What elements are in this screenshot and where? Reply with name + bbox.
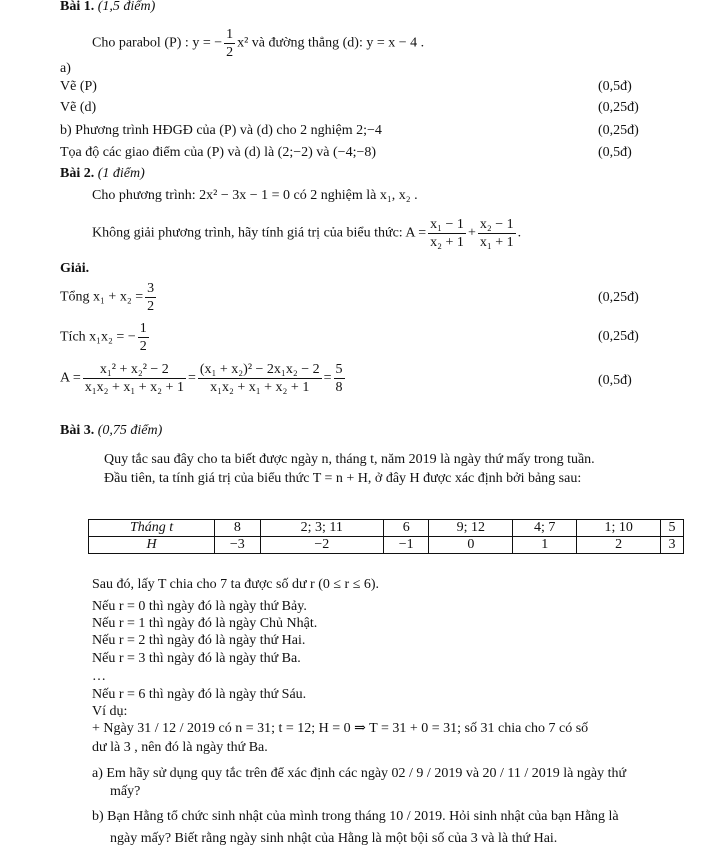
bai3-vidu: Ví dụ:: [92, 704, 128, 719]
bai2-a-score: (0,5đ): [598, 373, 632, 388]
bai2-tong-den: 2: [147, 299, 155, 314]
bai1-ve-d-score: (0,25đ): [598, 100, 639, 115]
h-table-h-cell: 1: [513, 537, 577, 554]
bai2-a-den1: x₁x₂ + x₁ + x₂ + 1: [84, 380, 184, 395]
bai3-ellipsis: …: [92, 669, 106, 684]
h-table-month-cell: 4; 7: [513, 520, 577, 537]
bai2-a-num2: (x₁ + x₂)² − 2x₁x₂ − 2: [199, 362, 320, 377]
bai1-part-b: b) Phương trình HĐGĐ của (P) và (d) cho 2 nghiệm 2;−4: [60, 123, 382, 138]
bai3-points: (0,75 điểm): [97, 423, 163, 438]
bai1-ve-d: Vẽ (d): [60, 100, 97, 115]
bai2-a-den3: 8: [335, 380, 343, 395]
bai2-a-num3: 5: [335, 362, 343, 377]
bai3-example-line1: + Ngày 31 / 12 / 2019 có n = 31; t = 12; H = 0 ⇒ T = 31 + 0 = 31; số 31 chia cho 7 có số: [92, 721, 589, 736]
bai2-tich-score: (0,25đ): [598, 329, 639, 344]
bai2-question-prefix: Không giải phương trình, hãy tính giá trị của biểu thức: A =: [92, 225, 427, 241]
bai3-question-a-line1: a) Em hãy sử dụng quy tắc trên để xác định các ngày 02 / 9 / 2019 và 20 / 11 / 2019 là ngày thứ: [92, 766, 627, 781]
bai3-rule: Nếu r = 3 thì ngày đó là ngày thứ Ba.: [92, 651, 301, 666]
bai1-part-a: a): [60, 61, 71, 76]
bai2-tong: [60, 280, 158, 315]
h-table-month-cell: 1; 10: [577, 520, 661, 537]
bai2-a-num1: x₁² + x₂² − 2: [83, 361, 186, 379]
bai2-heading: [60, 165, 145, 183]
bai2-tong-frac: [145, 280, 156, 315]
h-table-h-cell: 2: [577, 537, 661, 554]
h-table-month-cell: 2; 3; 11: [260, 520, 384, 537]
bai3-heading: [60, 422, 162, 440]
bai1-intro-prefix: Cho parabol (P) : y = −: [92, 35, 223, 51]
bai2-title: Bài 2.: [60, 166, 95, 181]
bai2-a-frac3: [334, 361, 345, 396]
bai2-tich-num: 1: [139, 321, 147, 336]
bai2-giai: Giải.: [60, 261, 90, 276]
bai3-rule: Nếu r = 2 thì ngày đó là ngày thứ Hai.: [92, 633, 306, 648]
bai1-title: Bài 1.: [60, 0, 95, 14]
bai1-fraction: [224, 26, 235, 61]
bai2-a-eq1: =: [187, 370, 196, 386]
bai2-a-den2: x₁x₂ + x₁ + x₂ + 1: [210, 380, 310, 395]
bai2-a-prefix: A =: [60, 370, 81, 386]
bai3-rule: Nếu r = 0 thì ngày đó là ngày thứ Bảy.: [92, 599, 307, 614]
h-table-month-header: Tháng t: [89, 520, 215, 537]
h-table-month-cell: 9; 12: [429, 520, 513, 537]
bai2-tich-frac: [138, 320, 149, 355]
bai1-frac-den: 2: [226, 45, 234, 60]
h-table-month-cell: 6: [384, 520, 429, 537]
bai2-tong-num: 3: [147, 281, 155, 296]
bai3-question-b-line1: b) Bạn Hằng tổ chức sinh nhật của mình trong tháng 10 / 2019. Hỏi sinh nhật của bạn Hằng là: [92, 809, 619, 824]
bai2-q-den2: x₁ + 1: [479, 235, 514, 250]
h-table-month-cell: 5: [661, 520, 684, 537]
bai2-q-den1: x₂ + 1: [430, 235, 464, 250]
bai3-rule-6: Nếu r = 6 thì ngày đó là ngày thứ Sáu.: [92, 687, 307, 702]
bai2-tong-prefix: Tổng x₁ + x₂ =: [60, 289, 144, 305]
bai3-intro2: Đầu tiên, ta tính giá trị của biểu thức T = n + H, ở đây H được xác định bởi bảng sau:: [104, 471, 582, 486]
bai2-tich: [60, 320, 151, 355]
bai1-intro: [92, 26, 424, 61]
bai2-q-frac1: [428, 216, 466, 251]
bai1-ve-p-score: (0,5đ): [598, 79, 632, 94]
bai2-equation: Cho phương trình: 2x² − 3x − 1 = 0 có 2 nghiệm là x₁, x₂ .: [92, 188, 418, 203]
h-table-h-cell: 0: [429, 537, 513, 554]
h-table-h-cell: −1: [384, 537, 429, 554]
bai2-a-eq2: =: [323, 370, 332, 386]
bai1-heading: [60, 0, 155, 16]
bai2-q-frac2: [478, 216, 516, 251]
bai2-q-num1: x₁ − 1: [430, 217, 464, 232]
h-table-month-cell: 8: [215, 520, 260, 537]
bai3-question-a-line2: mấy?: [110, 784, 141, 799]
bai2-q-plus: +: [467, 225, 476, 241]
bai1-part-b-score: (0,25đ): [598, 123, 639, 138]
bai2-q-end: .: [517, 225, 522, 241]
bai2-tong-score: (0,25đ): [598, 290, 639, 305]
bai2-a-frac2: [198, 361, 322, 396]
bai2-points: (1 điểm): [97, 166, 145, 181]
bai3-rule: Nếu r = 1 thì ngày đó là ngày Chủ Nhật.: [92, 616, 318, 631]
bai1-toado-score: (0,5đ): [598, 145, 632, 160]
bai2-a-frac1: [83, 361, 186, 396]
h-table-h-cell: −2: [260, 537, 384, 554]
h-table-month-row: [89, 520, 684, 537]
bai2-tich-prefix: Tích x₁x₂ = −: [60, 329, 136, 345]
h-table-h-header: H: [89, 537, 215, 554]
bai3-example-line2: dư là 3 , nên đó là ngày thứ Ba.: [92, 740, 268, 755]
bai1-frac-num: 1: [226, 27, 234, 42]
bai3-after: Sau đó, lấy T chia cho 7 ta được số dư r (0 ≤ r ≤ 6).: [92, 577, 380, 592]
bai2-q-num2: x₂ − 1: [479, 217, 514, 232]
bai2-tich-den: 2: [139, 339, 147, 354]
bai3-question-b-line2: ngày mấy? Biết rằng ngày sinh nhật của Hằng là một bội số của 3 và là thứ Hai.: [110, 831, 558, 846]
bai1-intro-suffix: x² và đường thẳng (d): y = x − 4 .: [237, 35, 425, 51]
bai1-toado: Tọa độ các giao điểm của (P) và (d) là (2;−2) và (−4;−8): [60, 145, 377, 160]
bai1-ve-p: Vẽ (P): [60, 79, 97, 94]
bai2-question: [92, 216, 521, 251]
bai1-points: (1,5 điểm): [97, 0, 156, 14]
h-table: [88, 519, 684, 554]
h-table-h-cell: −3: [215, 537, 260, 554]
bai3-intro1: Quy tắc sau đây cho ta biết được ngày n, tháng t, năm 2019 là ngày thứ mấy trong tuần.: [104, 452, 595, 467]
bai3-title: Bài 3.: [60, 423, 95, 438]
bai2-a-expression: [60, 361, 347, 396]
h-table-h-row: [89, 537, 684, 554]
h-table-h-cell: 3: [661, 537, 684, 554]
